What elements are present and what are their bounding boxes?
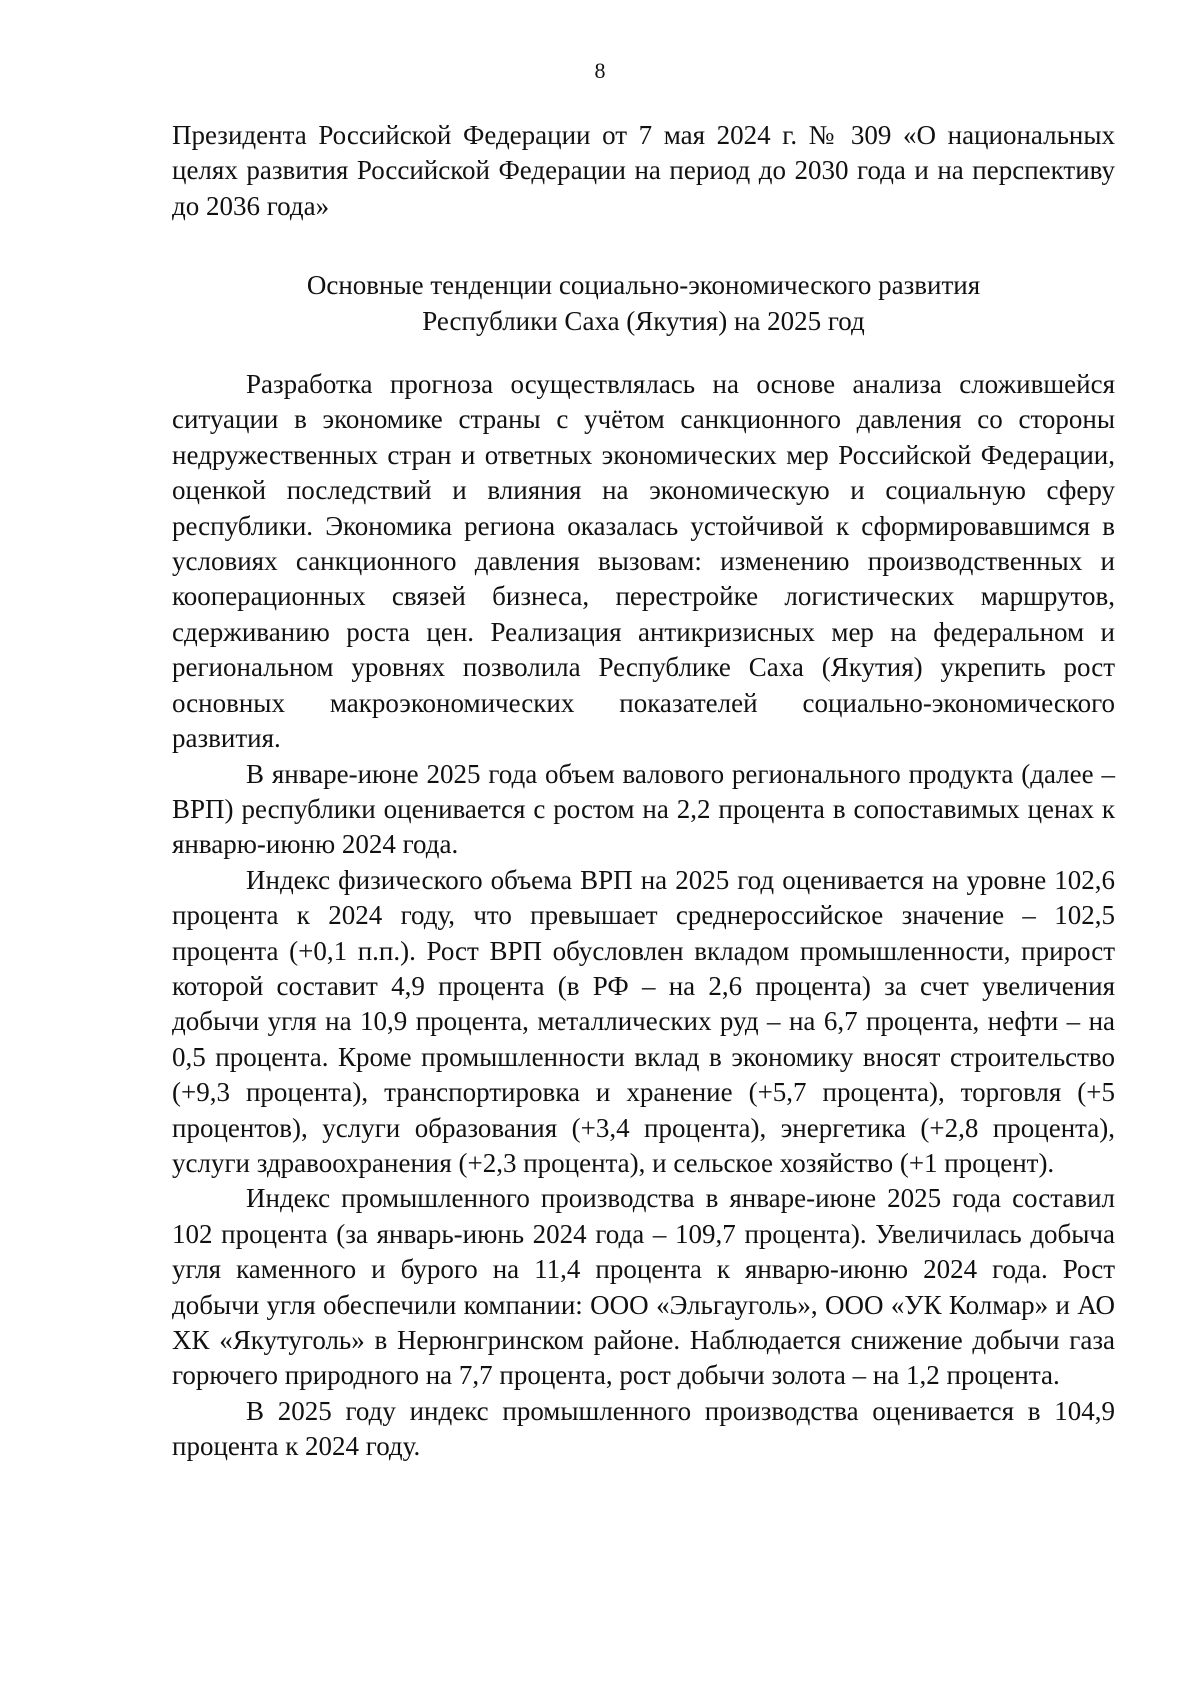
section-title-line-2: Республики Саха (Якутия) на 2025 год [422,305,865,336]
section-title-line-1: Основные тенденции социально-экономического развития [306,270,981,301]
body-paragraph: В январе-июне 2025 года объем валового регионального продукта (далее – ВРП) республики оценивается с ростом на 2,2 процента в сопоставимых ценах к январю-июню 2024 года. [172,758,1115,860]
body-paragraph: Разработка прогноза осуществлялась на основе анализа сложившейся ситуации в экономике страны с учётом санкционного давления со стороны недружественных стран и ответных экономических мер Российской Федерации, оценкой последствий и влияния на экономическую и социальную сферу республики. Экономика региона оказалась устойчивой к сформировавшимся в условиях санкционного давления вызовам: изменению производственных и кооперационных связей бизнеса, перестройке логистических маршрутов, сдерживанию роста цен. Реализация антикризисных мер на федеральном и региональном уровнях позволила Республике Саха (Якутия) укрепить рост основных макроэкономических показателей социально-экономического развития. [172,369,1115,754]
page-number: 8 [594,58,606,83]
section-title [172,268,1115,339]
intro-paragraph: Президента Российской Федерации от 7 мая 2024 г. № 309 «О национальных целях развития Российской Федерации на период до 2030 года и на перспективу до 2036 года» [172,120,1115,221]
body-paragraph: Индекс промышленного производства в январе-июне 2025 года составил 102 процента (за январь-июнь 2024 года – 109,7 процента). Увеличилась добыча угля каменного и бурого на 11,4 процента к январю-июню 2024 года. Рост добычи угля обеспечили компании: ООО «Эльгауголь», ООО «УК Колмар» и АО ХК «Якутуголь» в Нерюнгринском районе. Наблюдается снижение добычи газа горючего природного на 7,7 процента, рост добычи золота – на 1,2 процента. [172,1183,1115,1391]
document-body [172,118,1115,1465]
body-paragraph: В 2025 году индекс промышленного производства оценивается в 104,9 процента к 2024 году. [172,1395,1115,1462]
body-paragraph: Индекс физического объема ВРП на 2025 год оценивается на уровне 102,6 процента к 2024 году, что превышает среднероссийское значение – 102,5 процента (+0,1 п.п.). Рост ВРП обусловлен вкладом промышленности, прирост которой составит 4,9 процента (в РФ – на 2,6 процента) за счет увеличения добычи угля на 10,9 процента, металлических руд – на 6,7 процента, нефти – на 0,5 процента. Кроме промышленности вклад в экономику вносят строительство (+9,3 процента), транспортировка и хранение (+5,7 процента), торговля (+5 процентов), услуги образования (+3,4 процента), энергетика (+2,8 процента), услуги здравоохранения (+2,3 процента), и сельское хозяйство (+1 процент). [172,864,1115,1178]
